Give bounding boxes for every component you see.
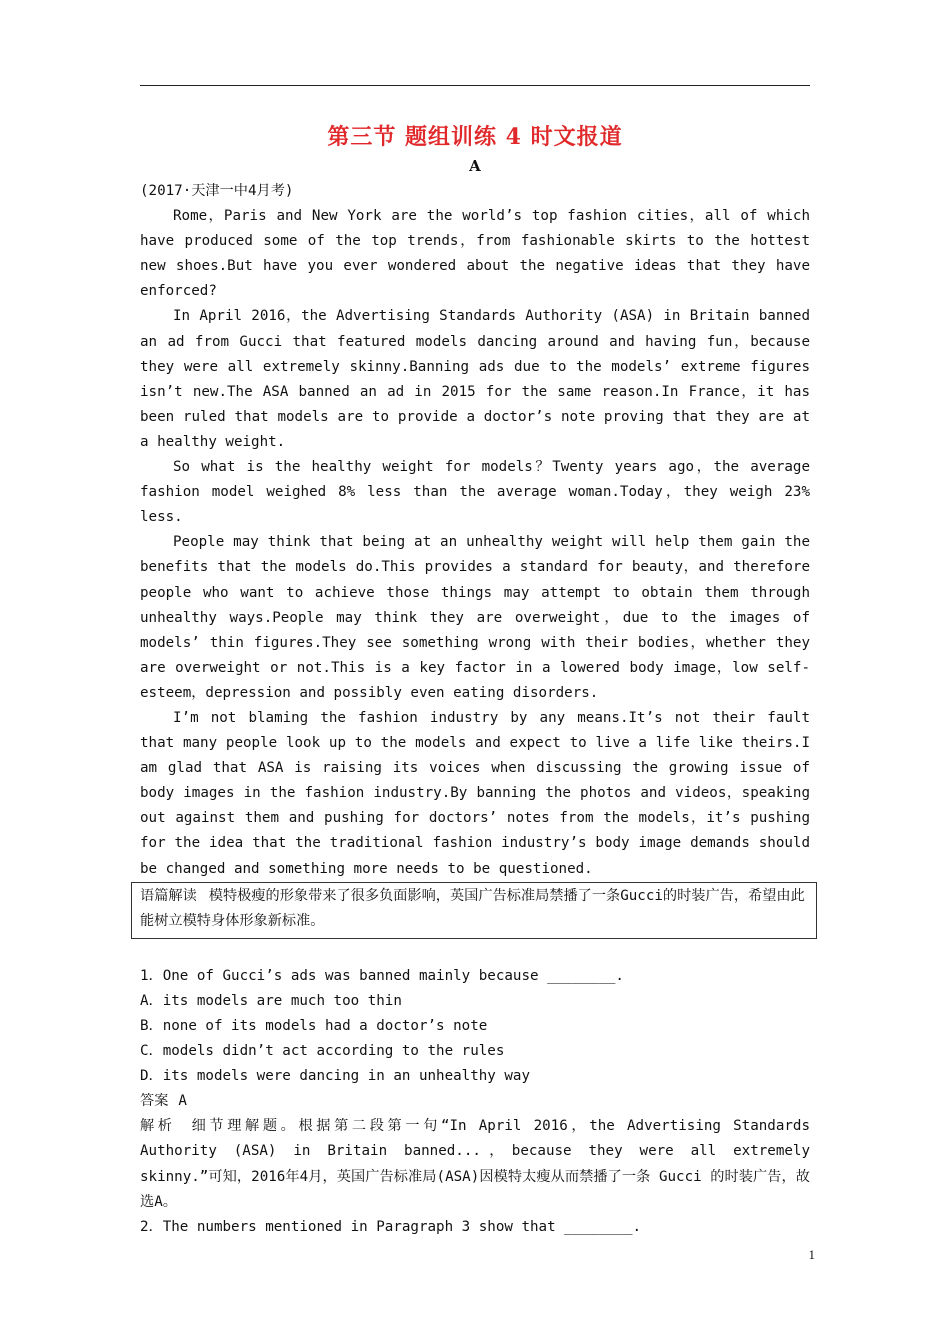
- question-1-answer: [140, 1089, 810, 1114]
- question-1-option-d: D．its models were dancing in an unhealthy way: [140, 1068, 531, 1085]
- header-rule: [140, 85, 810, 86]
- page-number: 1: [808, 1247, 815, 1262]
- article-paragraph-2: In April 2016，the Advertising Standards Authority (ASA) in Britain banned an ad from Gucci that featured models dancing around and having fun，because they were all extremely skinny.Banning ads due to the models’ extreme figures isn’t new.The ASA banned an ad in 2015 for the same reason.In France，it has been ruled that models are to provide a doctor’s note proving that they are at a healthy weight.: [140, 308, 810, 450]
- analysis-label: 解析: [140, 1118, 176, 1135]
- answer-value: A: [178, 1093, 187, 1110]
- question-1-stem: 1．One of Gucci’s ads was banned mainly because ________.: [140, 967, 624, 984]
- summary-label: 语篇解读: [140, 887, 197, 904]
- summary-text: 模特极瘦的形象带来了很多负面影响，英国广告标准局禁播了一条Gucci的时装广告，希望由此能树立模特身体形象新标准。: [140, 887, 805, 929]
- question-1-option-a: A．its models are much too thin: [140, 992, 402, 1009]
- analysis-text: 细节理解题。根据第二段第一句“In April 2016，the Advertising Standards Authority (ASA) in Britain banned...，because they were all extremely skinny.”可知，2016年4月，英国广告标准局(ASA)因模特太瘦从而禁播了一条 Gucci 的时装广告，故选A。: [140, 1118, 810, 1210]
- question-1-option-b: B．none of its models had a doctor’s note: [140, 1018, 488, 1034]
- question-1-option-c: C．models didn’t act according to the rules: [140, 1043, 505, 1060]
- answer-label: 答案: [140, 1093, 169, 1110]
- article-paragraph-5: I’m not blaming the fashion industry by any means.It’s not their fault that many people look up to the models and expect to live a life like theirs.I am glad that ASA is raising its voices when discussing the growing issue of body images in the fashion industry.By banning the photos and videos，speaking out against them and pushing for doctors’ notes from the models，it’s pushing for the idea that the traditional fashion industry’s body image demands should be changed and something more needs to be questioned.: [140, 709, 810, 877]
- summary-box: [131, 882, 817, 939]
- question-1-analysis: [140, 1114, 810, 1214]
- article-paragraph-4: People may think that being at an unhealthy weight will help them gain the benefits that the models do.This provides a standard for beauty，and therefore people who want to achieve those things may attempt to obtain them through unhealthy ways.People may think they are overweight，due to the images of models’ thin figures.They see something wrong with their bodies，whether they are overweight or not.This is a key factor in a lowered body image，low self-esteem，depression and possibly even eating disorders.: [140, 534, 810, 701]
- page-title: 第三节 题组训练 4 时文报道: [327, 124, 623, 150]
- article-source: (2017·天津一中4月考): [140, 183, 294, 199]
- article-paragraph-3: So what is the healthy weight for models？Twenty years ago，the average fashion model weighed 8% less than the average woman.Today，they weigh 23% less.: [140, 459, 810, 526]
- question-2-stem: 2．The numbers mentioned in Paragraph 3 show that ________.: [140, 1218, 642, 1235]
- article-paragraph-1: Rome，Paris and New York are the world’s top fashion cities，all of which have produced some of the top trends，from fashionable skirts to the hottest new shoes.But have you ever wondered about the negative ideas that they have enforced?: [140, 208, 810, 300]
- section-label: A: [469, 157, 481, 175]
- document-body: [140, 179, 810, 1240]
